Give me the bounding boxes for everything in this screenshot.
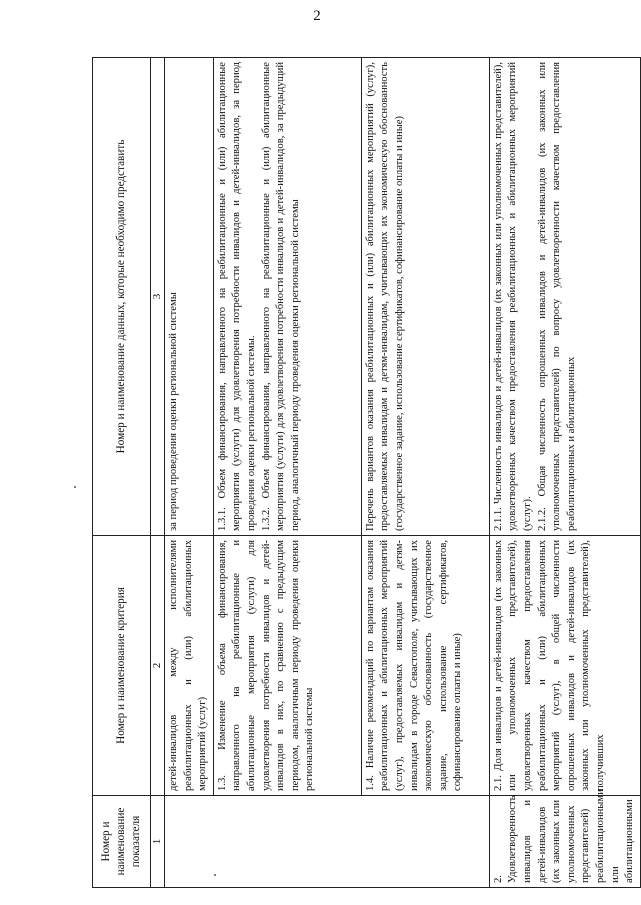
column-number: 2 [151, 536, 165, 796]
criterion-cell: 2.1. Доля инвалидов и детей-инвалидов (их законных или уполномоченных представителей), удовлетворенных качеством предоставления реабилитационных и (или) абилитационных мероприятий (услуг), в общей численности опрошенных инвалидов и детей-инвалидов (их законных или уполномоченных представителей), получивших [489, 536, 640, 796]
criterion-cell: 1.4. Наличие рекомендаций по вариантам оказания реабилитационных и абилитационных мероприятий (услуг), предоставляемых инвалидам и детям-инвалидам в городе Севастополе, учитывающих их экономическую обоснованность (государственное задание, использование сертификатов, софинансирование оплаты и иные) [361, 536, 489, 796]
data-cell [213, 58, 361, 536]
indicator-cell: 2. Удовлетворенность инвалидов и детей-инвалидов (их законных или уполномоченных представителей) реабилитационными или абилитационными [489, 796, 640, 888]
table-row [213, 58, 361, 888]
column-number: 3 [151, 58, 165, 536]
criterion-cell: 1.3. Изменение объема финансирования, направленного на реабилитационные и абилитационные мероприятия (услуги) для удовлетворения потребности инвалидов и детей-инвалидов в них, по сравнению с предыдущим периодом, аналогичным периоду проведения оценки региональной системы [213, 536, 361, 796]
header-indicator: Номер и наименование показателя [93, 796, 151, 888]
header-data: Номер и наименование данных, которые необходимо представить [93, 58, 151, 536]
table-row [361, 58, 489, 888]
criteria-table [92, 57, 641, 888]
data-item: 2.1.1. Численность инвалидов и детей-инвалидов (их законных или уполномоченных представителей), удовлетворенных качеством предоставления реабилитационных и абилитационных мероприятий (услуг). [492, 62, 533, 531]
column-number: 1 [151, 796, 165, 888]
data-item: 1.3.1. Объем финансирования, направленного на реабилитационные и (или) абилитационные мероприятия (услуги) для удовлетворения потребности инвалидов и детей-инвалидов, за период проведения оценки региональной системы. [216, 62, 257, 531]
data-item: 1.3.2. Объем финансирования, направленного на реабилитационные и (или) абилитационные мероприятия (услуги) для удовлетворения потребности инвалидов и детей-инвалидов, за предыдущий период, аналогичный периоду проведения оценки региональной системы [260, 62, 301, 531]
data-cell: Перечень вариантов оказания реабилитационных и (или) абилитационных мероприятий (услуг), предоставляемых инвалидам и детям-инвалидам, учитывающих их экономическую обоснованность (государственное задание, использование сертификатов, софинансирование оплаты и иные) [361, 58, 489, 536]
table-row [165, 58, 214, 888]
data-cell: за период проведения оценки региональной системы [165, 58, 214, 536]
data-cell [489, 58, 640, 536]
data-item: 2.1.2. Общая численность опрошенных инвалидов и детей-инвалидов (их законных или уполномоченных представителей) по вопросу удовлетворенности качеством предоставления реабилитационных и абилитационных [536, 62, 577, 531]
column-number-row [151, 58, 165, 888]
header-criterion: Номер и наименование критерия [93, 536, 151, 796]
scan-speck [214, 874, 216, 876]
table-header-row [93, 58, 151, 888]
table-row [489, 58, 640, 888]
scan-speck [74, 486, 76, 488]
rotated-table-container [92, 58, 636, 888]
page-number: 2 [313, 8, 321, 24]
criterion-cell: детей-инвалидов между исполнителями реабилитационных и (или) абилитационных мероприятий (услуг) [165, 536, 214, 796]
